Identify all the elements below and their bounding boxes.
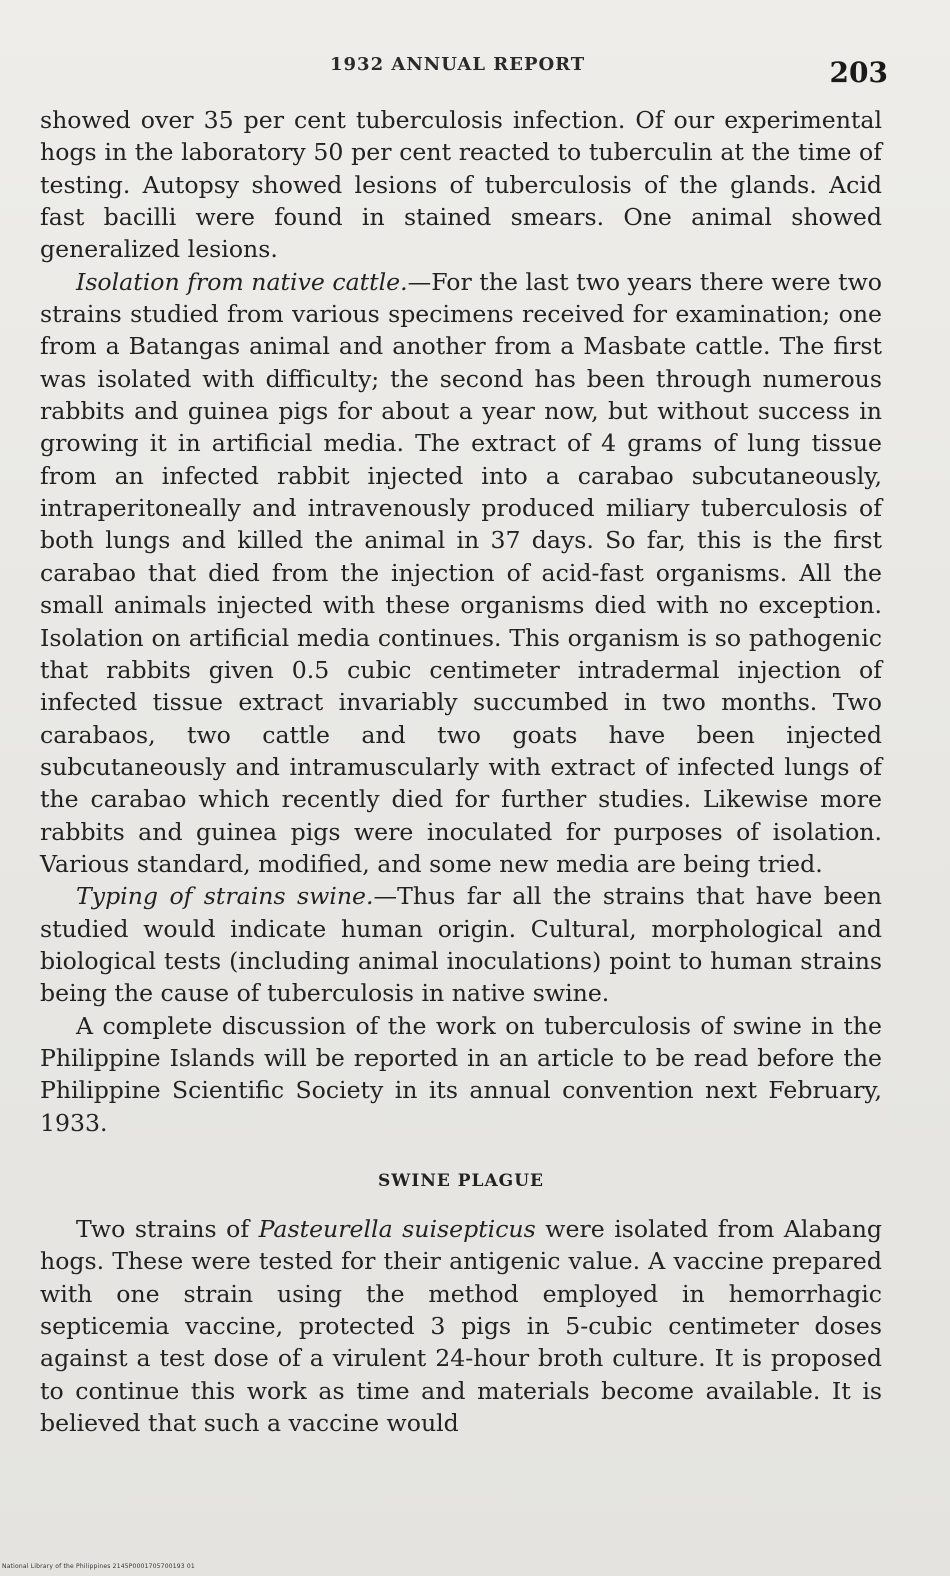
paragraph-text: A complete discussion of the work on tuberculosis of swine in the Philippine Islands will be reported in an article to be read before the Philippine Scientific Society in its annual convention next February, 1933. [40,1011,882,1137]
paragraph-swine-plague [40,1213,882,1439]
page-number: 203 [829,56,888,89]
paragraph-lead: Isolation from native cattle. [76,267,408,296]
scan-footer: National Library of the Philippines 2145P0001705700193 01 [2,1563,195,1570]
paragraph-text: —For the last two years there were two strains studied from various specimens received for examination; one from a Batangas animal and another from a Masbate cattle. The first was isolated with difficulty; the second has been through numerous rabbits and guinea pigs for about a year now, but without success in growing it in artificial media. The extract of 4 grams of lung tissue from an infected rabbit injected into a carabao subcutaneously, intraperitoneally and intravenously produced miliary tuberculosis of both lungs and killed the animal in 37 days. So far, this is the first carabao that died from the injection of acid-fast organisms. All the small animals injected with these organisms died with no exception. Isolation on artificial media continues. This organism is so pathogenic that rabbits given 0.5 cubic centimeter intradermal injection of infected tissue extract invariably succumbed in two months. Two carabaos, two cattle and two goats have been injected subcutaneously and intramuscularly with extract of infected lungs of the carabao which recently died for further studies. Likewise more rabbits and guinea pigs were inoculated for purposes of isolation. Various standard, modified, and some new media are being tried. [40,267,882,878]
paragraph-isolation-native-cattle [40,266,882,881]
paragraph-text: —Thus far all the strains that have been studied would indicate human origin. Cultural, morphological and biological tests (including animal inoculations) point to human strains being the cause of tuberculosis in native swine. [40,882,882,1008]
running-head: 1932 ANNUAL REPORT [330,54,586,75]
species-name: Pasteurella suisepticus [258,1215,536,1243]
paragraph-lead: Typing of strains swine. [76,882,374,911]
paragraph-typing-strains [40,880,882,1009]
body-text [40,104,882,1439]
paragraph-text: showed over 35 per cent tuberculosis infection. Of our experimental hogs in the laboratory 50 per cent reacted to tuberculin at the time of testing. Autopsy showed lesions of tuberculosis of the glands. Acid fast bacilli were found in stained smears. One animal showed generalized lesions. [40,106,882,264]
paragraph-text: were isolated from Alabang hogs. These were tested for their antigenic value. A vaccine prepared with one strain using the method employed in hemorrhagic septicemia vaccine, protected 3 pigs in 5-cubic centimeter doses against a test dose of a virulent 24-hour broth culture. It is proposed to continue this work as time and materials become available. It is believed that such a vaccine would [40,1215,882,1438]
paragraph-text: Two strains of [76,1215,259,1243]
section-heading: SWINE PLAGUE [378,1171,544,1191]
paragraph-complete-discussion [40,1010,882,1139]
paragraph-continuation [40,104,882,266]
